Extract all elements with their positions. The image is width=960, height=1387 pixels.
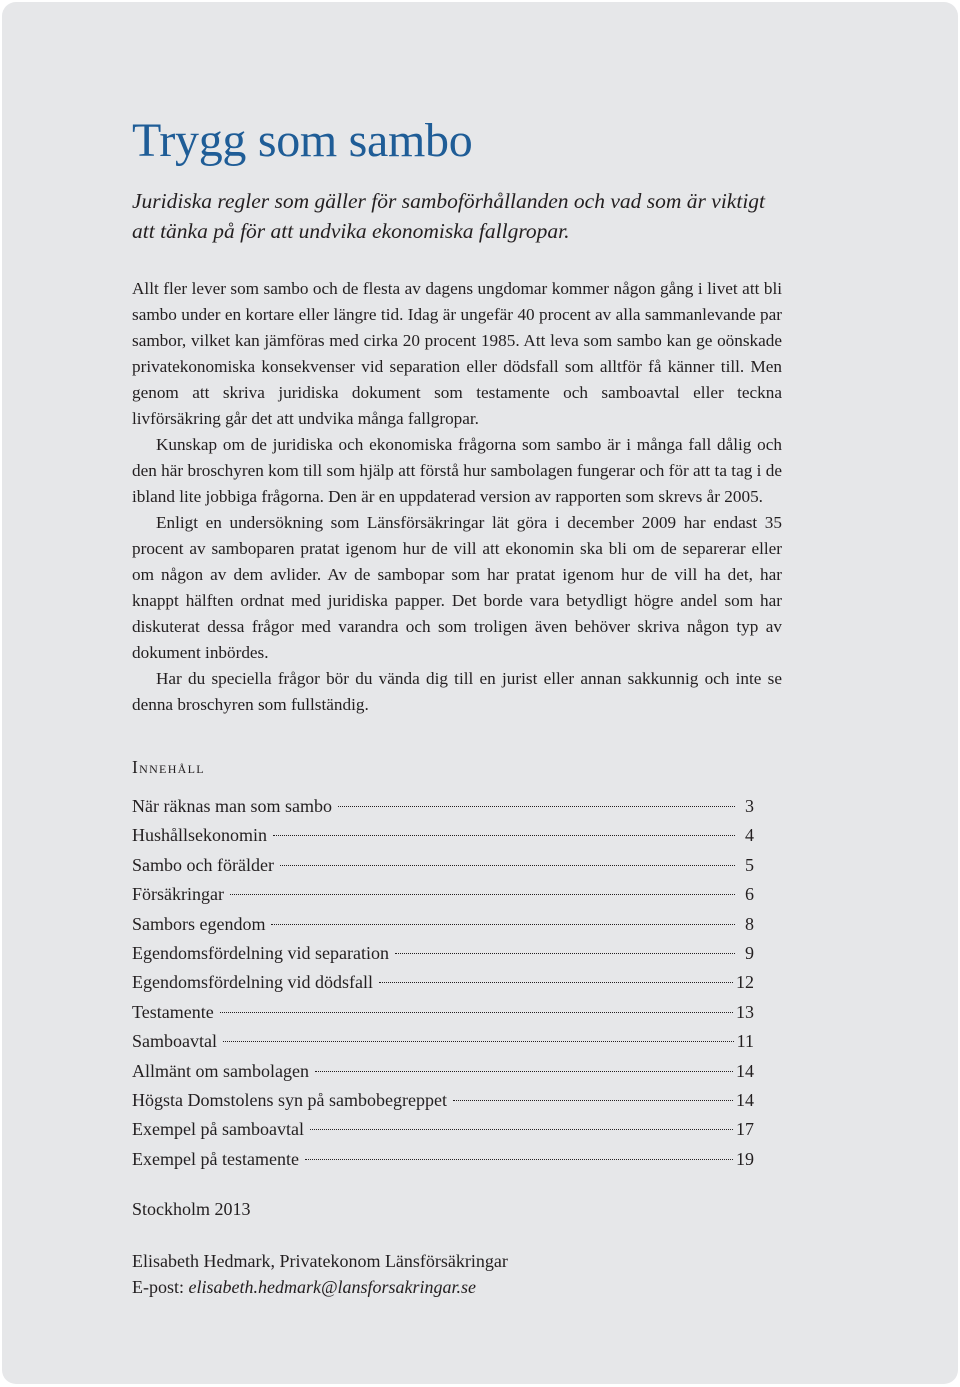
toc-entry-page: 5	[745, 854, 754, 875]
toc-dot-leader	[220, 1012, 733, 1013]
intro-text	[132, 276, 782, 718]
toc-entry-page: 9	[745, 942, 754, 963]
author-line: Elisabeth Hedmark, Privatekonom Länsförsäkringar	[132, 1251, 508, 1272]
intro-paragraph: Allt fler lever som sambo och de flesta av dagens ungdomar kommer någon gång i livet att bli sambo under en kortare eller längre tid. Idag är ungefär 40 procent av alla sammanlevande par sambor, vilket kan jämföras med cirka 20 procent 1985. Att leva som sambo kan ge oönskade privatekonomiska konsekvenser vid separation eller dödsfall som alltför få känner till. Men genom att skriva juridiska dokument som testamente och samboavtal eller teckna livförsäkring går det att undvika många fallgropar.	[132, 279, 782, 428]
toc-entry-page: 17	[736, 1119, 754, 1140]
toc-entry[interactable]	[132, 851, 754, 880]
toc-dot-leader	[223, 1041, 734, 1042]
toc-dot-leader	[280, 865, 735, 866]
toc-entry-label: Sambors egendom	[132, 913, 266, 934]
toc-dot-leader	[315, 1071, 733, 1072]
email-label: E-post:	[132, 1277, 184, 1298]
email-line	[132, 1274, 782, 1300]
toc-dot-leader	[395, 953, 735, 954]
toc-entry-label: Exempel på testamente	[132, 1148, 299, 1169]
toc-entry-page: 6	[745, 884, 754, 905]
toc-entry-label: Högsta Domstolens syn på sambobegreppet	[132, 1089, 447, 1110]
page-subtitle: Juridiska regler som gäller för samboförhållanden och vad som är viktigt att tänka på för att undvika ekonomiska fallgropar.	[132, 189, 766, 243]
toc-entry[interactable]	[132, 998, 754, 1027]
email-address[interactable]: elisabeth.hedmark@lansforsakringar.se	[188, 1277, 477, 1298]
toc-entry-page: 8	[745, 913, 754, 934]
table-of-contents	[132, 792, 754, 1174]
intro-paragraph: Kunskap om de juridiska och ekonomiska frågorna som sambo är i många fall dålig och den här broschyren kom till som hjälp att förstå hur sambolagen fungerar och för att ta tag i de ibland lite jobbiga frågorna. Den är en uppdaterad version av rapporten som skrevs år 2005.	[132, 435, 782, 506]
toc-entry-label: Samboavtal	[132, 1031, 217, 1052]
toc-entry[interactable]	[132, 821, 754, 850]
toc-entry[interactable]	[132, 1086, 754, 1115]
intro-paragraph: Har du speciella frågor bör du vända dig till en jurist eller annan sakkunnig och inte se denna broschyren som fullständig.	[132, 669, 782, 714]
toc-entry-page: 11	[736, 1031, 754, 1052]
toc-entry[interactable]	[132, 880, 754, 909]
toc-entry-label: Hushållsekonomin	[132, 825, 267, 846]
toc-dot-leader	[273, 835, 735, 836]
toc-heading: Innehåll	[132, 757, 205, 777]
toc-dot-leader	[310, 1129, 733, 1130]
intro-paragraph: Enligt en undersökning som Länsförsäkringar lät göra i december 2009 har endast 35 procent av samboparen pratat igenom hur de vill att ekonomin ska bli om de separerar eller om någon av dem avlider. Av de sambopar som har pratat igenom hur de vill ha det, har knappt hälften ordnat med juridiska papper. Det borde vara betydligt högre andel som har diskuterat dessa frågor med varandra och som troligen även behöver skriva någon typ av dokument inbördes.	[132, 513, 782, 662]
toc-entry-page: 12	[736, 972, 754, 993]
toc-entry-page: 4	[745, 825, 754, 846]
toc-dot-leader	[271, 924, 735, 925]
page-content	[132, 110, 782, 1300]
toc-entry-label: Egendomsfördelning vid separation	[132, 942, 389, 963]
toc-entry[interactable]	[132, 939, 754, 968]
toc-entry[interactable]	[132, 792, 754, 821]
toc-entry[interactable]	[132, 1145, 754, 1174]
toc-entry-page: 14	[736, 1060, 754, 1081]
toc-entry-page: 19	[736, 1148, 754, 1169]
toc-dot-leader	[230, 894, 735, 895]
toc-entry-label: Egendomsfördelning vid dödsfall	[132, 972, 373, 993]
toc-dot-leader	[453, 1100, 733, 1101]
place-date: Stockholm 2013	[132, 1199, 251, 1220]
document-page	[2, 2, 958, 1384]
toc-entry-page: 13	[736, 1001, 754, 1022]
toc-entry[interactable]	[132, 1057, 754, 1086]
toc-entry[interactable]	[132, 968, 754, 997]
toc-entry[interactable]	[132, 910, 754, 939]
toc-entry-label: Allmänt om sambolagen	[132, 1060, 309, 1081]
toc-dot-leader	[305, 1159, 733, 1160]
page-title: Trygg som sambo	[132, 114, 473, 167]
toc-entry-page: 14	[736, 1089, 754, 1110]
toc-dot-leader	[338, 806, 735, 807]
toc-entry[interactable]	[132, 1027, 754, 1056]
toc-dot-leader	[379, 982, 733, 983]
toc-entry-label: Sambo och förälder	[132, 854, 274, 875]
toc-entry-label: När räknas man som sambo	[132, 796, 332, 816]
toc-entry-page: 3	[745, 796, 754, 816]
toc-entry-label: Testamente	[132, 1001, 214, 1022]
toc-entry-label: Försäkringar	[132, 884, 224, 905]
toc-entry-label: Exempel på samboavtal	[132, 1119, 304, 1140]
toc-entry[interactable]	[132, 1115, 754, 1144]
